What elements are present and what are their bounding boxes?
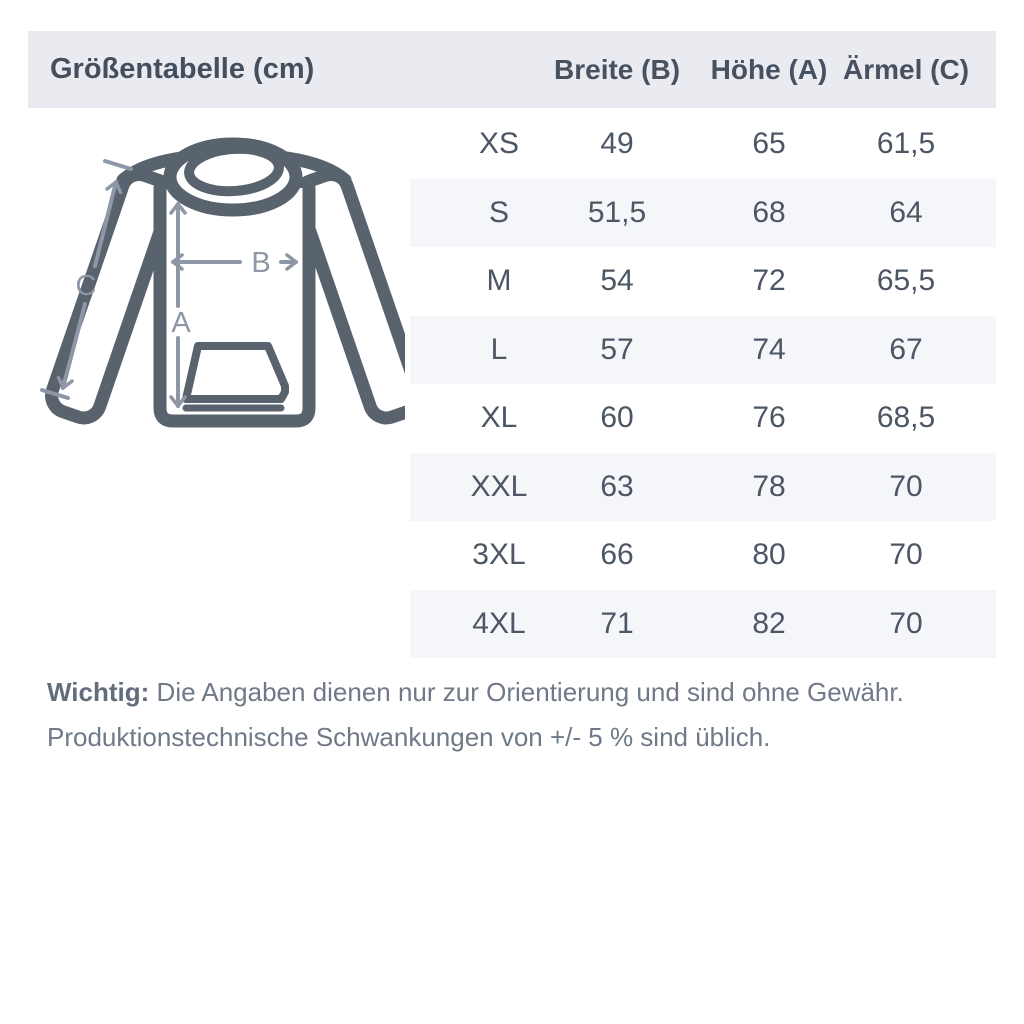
aermel-value: 67 <box>889 332 923 366</box>
hoehe-value: 65 <box>752 127 786 161</box>
aermel-value: 70 <box>889 538 923 572</box>
aermel-value: 68,5 <box>876 401 936 435</box>
aermel-value: 70 <box>889 469 923 503</box>
table-row-4xl <box>410 590 996 659</box>
table-row-m <box>410 247 996 316</box>
breite-value: 51,5 <box>587 195 647 229</box>
breite-value: 57 <box>600 332 634 366</box>
size-label: M <box>486 264 512 298</box>
label-b: B <box>251 247 271 279</box>
breite-value: 54 <box>600 264 634 298</box>
hoehe-value: 78 <box>752 469 786 503</box>
label-c: C <box>75 270 97 302</box>
size-label: XXL <box>470 469 528 503</box>
hoehe-value: 72 <box>752 264 786 298</box>
size-label: S <box>488 195 509 229</box>
breite-value: 66 <box>600 538 634 572</box>
table-row-xl <box>410 384 996 453</box>
note-line-2: Produktionstechnische Schwankungen von +/- 5 % sind üblich. <box>47 722 771 752</box>
hoodie-measurement-diagram-icon <box>35 130 405 445</box>
note-line-1 <box>47 670 987 715</box>
hoehe-value: 74 <box>752 332 786 366</box>
column-header-hoehe: Höhe (A) <box>710 53 828 85</box>
size-table-body <box>410 110 996 658</box>
aermel-value: 70 <box>889 606 923 640</box>
size-label: L <box>490 332 508 366</box>
table-title: Größentabelle (cm) <box>50 53 315 85</box>
size-label: XL <box>480 401 518 435</box>
important-note <box>47 670 987 760</box>
label-a: A <box>171 307 191 339</box>
note-label: Wichtig: <box>47 677 150 707</box>
hoehe-value: 82 <box>752 606 786 640</box>
size-label: 3XL <box>472 538 526 572</box>
aermel-value: 65,5 <box>876 264 936 298</box>
table-row-s <box>410 179 996 248</box>
aermel-value: 64 <box>889 195 923 229</box>
breite-value: 71 <box>600 606 634 640</box>
hoodie-outline <box>47 144 405 423</box>
hoehe-value: 76 <box>752 401 786 435</box>
breite-value: 60 <box>600 401 634 435</box>
table-row-xxl <box>410 453 996 522</box>
kangaroo-pocket <box>186 346 285 399</box>
size-label: 4XL <box>472 606 526 640</box>
size-label: XS <box>478 127 520 161</box>
hoehe-value: 80 <box>752 538 786 572</box>
breite-value: 63 <box>600 469 634 503</box>
hood-inner <box>188 146 281 194</box>
note-text-1: Die Angaben dienen nur zur Orientierung und sind ohne Gewähr. <box>156 677 904 707</box>
column-header-aermel: Ärmel (C) <box>843 53 970 85</box>
table-row-3xl <box>410 521 996 590</box>
column-header-breite: Breite (B) <box>554 53 681 85</box>
breite-value: 49 <box>600 127 634 161</box>
aermel-value: 61,5 <box>876 127 936 161</box>
tick-c-top <box>105 161 131 169</box>
hoehe-value: 68 <box>752 195 786 229</box>
table-header <box>28 31 996 108</box>
table-row-l <box>410 316 996 385</box>
table-row-xs <box>410 110 996 179</box>
